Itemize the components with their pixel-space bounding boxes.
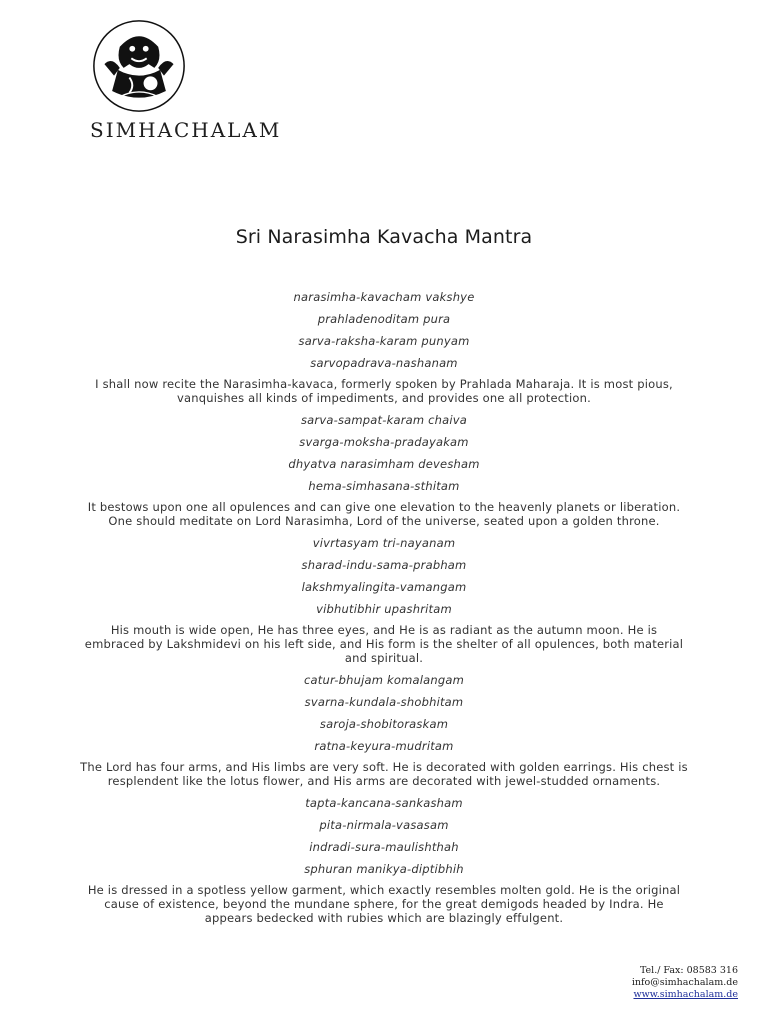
verse-line: vibhutibhir upashritam <box>316 602 452 616</box>
mantra-section <box>80 796 688 925</box>
verse-line: indradi-sura-maulishthah <box>309 840 459 854</box>
verse-line: dhyatva narasimham devesham <box>288 457 480 471</box>
verse-line: saroja-shobitoraskam <box>319 717 449 731</box>
verse-line: pita-nirmala-vasasam <box>319 818 449 832</box>
verse-line: svarga-moksha-pradayakam <box>299 435 469 449</box>
verse-line: sarvopadrava-nashanam <box>310 356 458 370</box>
mantra-section <box>80 673 688 788</box>
sanskrit-verse <box>80 673 688 753</box>
mantra-body <box>80 290 688 933</box>
website-link[interactable]: www.simhachalam.de <box>633 989 738 1000</box>
sanskrit-verse <box>80 290 688 370</box>
verse-line: prahladenoditam pura <box>317 312 451 326</box>
verse-line: ratna-keyura-mudritam <box>314 739 454 753</box>
email-text: info@simhachalam.de <box>631 977 738 988</box>
sanskrit-verse <box>80 796 688 876</box>
verse-line: sharad-indu-sama-prabham <box>301 558 467 572</box>
mantra-section <box>80 413 688 528</box>
verse-line: lakshmyalingita-vamangam <box>301 580 467 594</box>
narasimha-emblem-icon <box>91 18 187 114</box>
verse-line: narasimha-kavacham vakshye <box>293 290 475 304</box>
verse-translation: The Lord has four arms, and His limbs are very soft. He is decorated with golden earrings. His chest is resplendent like the lotus flower, and His arms are decorated with jewel-studded ornaments. <box>80 760 688 788</box>
verse-line: hema-simhasana-sthitam <box>308 479 460 493</box>
phone-fax-text: Tel./ Fax: 08583 316 <box>639 965 738 976</box>
brand-name: SIMHACHALAM <box>90 118 282 142</box>
mantra-section <box>80 536 688 665</box>
verse-line: catur-bhujam komalangam <box>303 673 465 687</box>
sanskrit-verse <box>80 536 688 616</box>
verse-line: sarva-sampat-karam chaiva <box>300 413 468 427</box>
sanskrit-verse <box>80 413 688 493</box>
verse-line: sarva-raksha-karam punyam <box>298 334 470 348</box>
verse-translation: His mouth is wide open, He has three eyes, and He is as radiant as the autumn moon. He is embraced by Lakshmidevi on his left side, and His form is the shelter of all opulences, both material and spiritual. <box>84 623 684 665</box>
verse-translation: He is dressed in a spotless yellow garment, which exactly resembles molten gold. He is the original cause of existence, beyond the mundane sphere, for the great demigods headed by Indra. He appears bedecked with rubies which are blazingly effulgent. <box>87 883 681 925</box>
page-title: Sri Narasimha Kavacha Mantra <box>235 226 533 248</box>
mantra-section <box>80 290 688 405</box>
verse-line: svarna-kundala-shobhitam <box>304 695 464 709</box>
verse-translation: I shall now recite the Narasimha-kavaca, formerly spoken by Prahlada Maharaja. It is most pious, vanquishes all kinds of impediments, and provides one all protection. <box>95 377 673 405</box>
brand-header <box>90 18 281 142</box>
verse-translation: It bestows upon one all opulences and can give one elevation to the heavenly planets or liberation. One should meditate on Lord Narasimha, Lord of the universe, seated upon a golden throne. <box>87 500 681 528</box>
verse-line: vivrtasyam tri-nayanam <box>312 536 456 550</box>
contact-footer <box>632 965 738 1001</box>
verse-line: sphuran manikya-diptibhih <box>304 862 464 876</box>
verse-line: tapta-kancana-sankasham <box>305 796 463 810</box>
